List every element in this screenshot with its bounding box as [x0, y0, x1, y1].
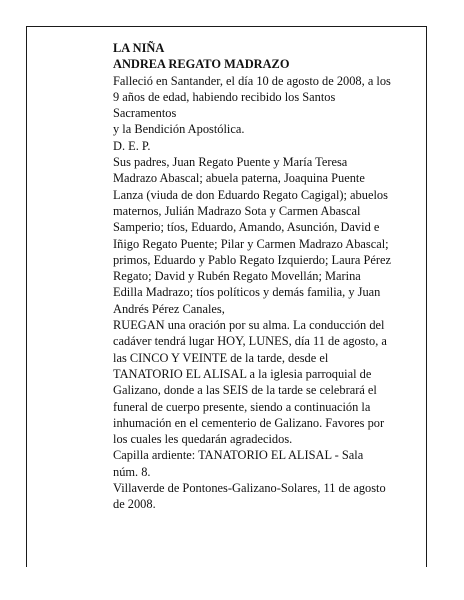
notice-line: primos, Eduardo y Pablo Regato Izquierdo; Laura Pérez	[113, 252, 392, 267]
notice-line: D. E. P.	[113, 138, 151, 153]
notice-line: Villaverde de Pontones-Galizano-Solares, 11 de agosto	[113, 481, 386, 496]
notice-line: de 2008.	[113, 497, 156, 512]
notice-line: funeral de cuerpo presente, siendo a continuación la	[113, 399, 371, 414]
notice-line: Samperio; tíos, Eduardo, Amando, Asunción, David e	[113, 220, 380, 235]
notice-line: cadáver tendrá lugar HOY, LUNES, día 11 de agosto, a	[113, 334, 387, 349]
notice-line: TANATORIO EL ALISAL a la iglesia parroquial de	[113, 366, 372, 381]
notice-line: 9 años de edad, habiendo recibido los Santos	[113, 89, 336, 104]
notice-heading-title: LA NIÑA	[113, 41, 165, 55]
notice-line: Sus padres, Juan Regato Puente y María Teresa	[113, 155, 348, 170]
notice-line: Andrés Pérez Canales,	[113, 301, 225, 316]
notice-line: y la Bendición Apostólica.	[113, 122, 245, 137]
notice-line: Madrazo Abascal; abuela paterna, Joaquina Puente	[113, 171, 365, 186]
notice-line: RUEGAN una oración por su alma. La conducción del	[113, 318, 385, 333]
notice-heading-name: ANDREA REGATO MADRAZO	[113, 57, 290, 72]
notice-line: inhumación en el cementerio de Galizano. Favores por	[113, 415, 385, 430]
notice-line: núm. 8.	[113, 464, 151, 479]
notice-line: Galizano, donde a las SEIS de la tarde se celebrará el	[113, 383, 377, 398]
notice-line: los cuales les quedarán agradecidos.	[113, 432, 293, 447]
notice-line: las CINCO Y VEINTE de la tarde, desde el	[113, 350, 329, 365]
obituary-notice	[113, 40, 423, 513]
notice-line: maternos, Julián Madrazo Sota y Carmen Abascal	[113, 203, 361, 218]
notice-line: Sacramentos	[113, 106, 177, 121]
notice-line: Regato; David y Rubén Regato Movellán; Marina	[113, 269, 361, 284]
notice-line: Capilla ardiente: TANATORIO EL ALISAL - Sala	[113, 448, 364, 463]
notice-line: Iñigo Regato Puente; Pilar y Carmen Madrazo Abascal;	[113, 236, 389, 251]
notice-line: Falleció en Santander, el día 10 de agosto de 2008, a los	[113, 73, 391, 88]
notice-line: Lanza (viuda de don Eduardo Regato Cagigal); abuelos	[113, 187, 388, 202]
notice-line: Edilla Madrazo; tíos políticos y demás familia, y Juan	[113, 285, 381, 300]
